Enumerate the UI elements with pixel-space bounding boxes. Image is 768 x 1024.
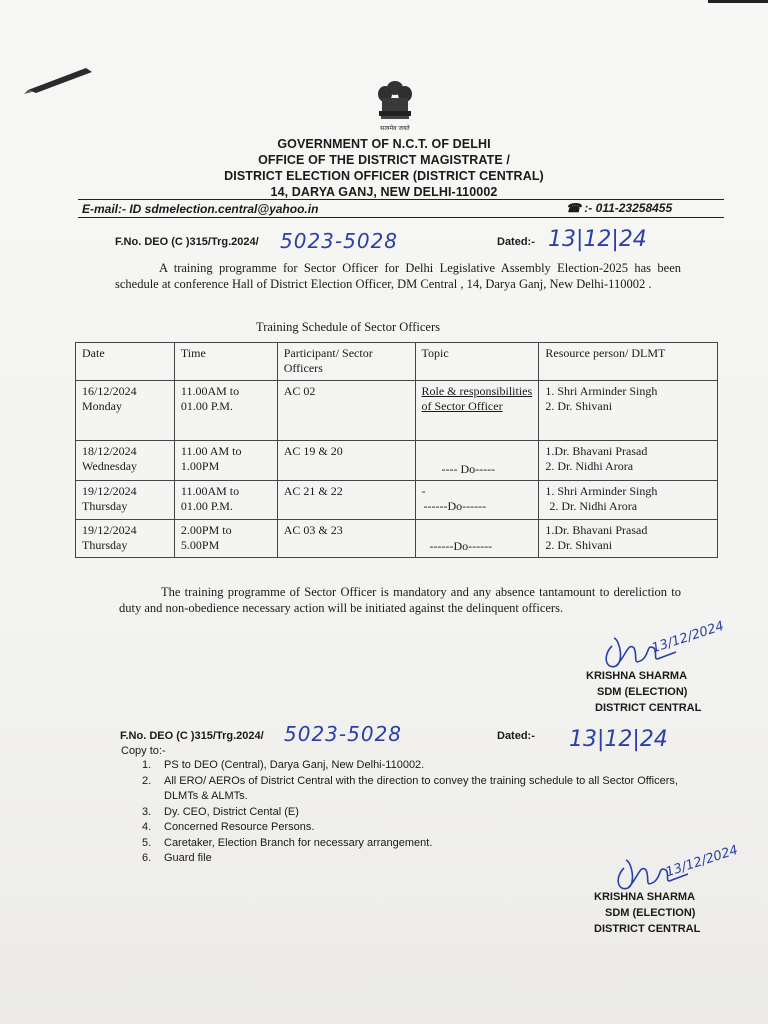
signature-date-handwritten: 13/12/2024 <box>664 842 740 881</box>
signature-block <box>592 889 700 937</box>
person-2: 2. Dr. Nidhi Arora <box>545 459 634 473</box>
person-2: 2. Dr. Nidhi Arora <box>549 499 638 513</box>
day-text: Wednesday <box>82 459 138 473</box>
signatory-name: KRISHNA SHARMA <box>594 891 696 903</box>
signatory-designation: SDM (ELECTION) <box>597 686 688 698</box>
schedule-title: Training Schedule of Sector Officers <box>256 320 440 334</box>
topic-prefix: - <box>421 484 426 498</box>
cell-topic <box>415 381 539 441</box>
table-row <box>76 381 718 441</box>
copy-file-number-handwritten: 5023-5028 <box>284 722 403 746</box>
cell-participants: AC 03 & 23 <box>277 520 415 558</box>
copy-date-handwritten: 13|12|24 <box>569 727 668 752</box>
cell-time <box>174 441 277 481</box>
header-office: OFFICE OF THE DISTRICT MAGISTRATE / <box>258 153 510 167</box>
header-phone-wrap <box>566 201 672 215</box>
time-start: 11.00AM to <box>180 384 240 398</box>
copy-file-number-label: F.No. DEO (C )315/Trg.2024/ <box>120 730 264 742</box>
header-address: 14, DARYA GANJ, NEW DELHI-110002 <box>270 185 498 199</box>
cell-time <box>174 381 277 441</box>
date-text: 19/12/2024 <box>82 484 137 498</box>
day-text: Thursday <box>82 499 128 513</box>
header-rule-top <box>78 199 724 200</box>
header-email: E-mail:- ID sdmelection.central@yahoo.in <box>82 202 319 216</box>
list-item: 4. Concerned Resource Persons. <box>142 821 315 833</box>
list-item: 1. PS to DEO (Central), Darya Ganj, New Delhi-110002. <box>142 759 425 771</box>
date-text: 18/12/2024 <box>82 444 137 458</box>
cell-time <box>174 481 277 520</box>
cell-date <box>76 520 175 558</box>
header-rule-bottom <box>78 217 724 218</box>
time-end: 5.00PM <box>180 538 220 552</box>
time-start: 11.00AM to <box>180 484 240 498</box>
file-number-handwritten: 5023-5028 <box>280 229 399 253</box>
telephone-icon: ☎ <box>566 201 581 215</box>
copy-item-text: All ERO/ AEROs of District Central with the direction to convey the training schedule to all Sector Officers, DLMTs & ALMTs. <box>164 774 678 802</box>
person-2: 2. Dr. Shivani <box>545 538 613 552</box>
time-end: 01.00 P.M. <box>180 499 233 513</box>
header-topic: Topic <box>415 343 539 381</box>
cell-participants: AC 21 & 22 <box>277 481 415 520</box>
header-resource-person: Resource person/ DLMT <box>539 343 718 381</box>
cell-resource-person <box>539 441 718 481</box>
dated-label: Dated:- <box>497 236 535 248</box>
cell-participants: AC 02 <box>277 381 415 441</box>
closing-paragraph: The training programme of Sector Officer is mandatory and any absence tantamount to dereliction to duty and non-obedience necessary action will be initiated against the delinquent officers. <box>119 585 681 615</box>
person-2: 2. Dr. Shivani <box>545 399 613 413</box>
time-end: 01.00 P.M. <box>180 399 233 413</box>
table-row <box>76 441 718 481</box>
table-row <box>76 481 718 520</box>
copy-item-text: Caretaker, Election Branch for necessary arrangement. <box>164 836 433 849</box>
header-date: Date <box>76 343 175 381</box>
cell-date <box>76 481 175 520</box>
topic-text: Role & responsibilities of Sector Officer <box>421 384 533 413</box>
cell-date <box>76 381 175 441</box>
person-1: 1.Dr. Bhavani Prasad <box>545 444 648 458</box>
cell-topic: ------Do------ <box>415 520 539 558</box>
cell-participants: AC 19 & 20 <box>277 441 415 481</box>
signature-block <box>584 668 701 716</box>
cell-time <box>174 520 277 558</box>
list-item: 5. Caretaker, Election Branch for necessary arrangement. <box>142 836 433 849</box>
schedule-table <box>75 342 718 558</box>
cell-date <box>76 441 175 481</box>
signatory-office: DISTRICT CENTRAL <box>594 923 701 935</box>
cell-resource-person <box>539 520 718 558</box>
edge-mark <box>708 0 768 3</box>
intro-paragraph: A training programme for Sector Officer for Delhi Legislative Assembly Election-2025 has been schedule at conference Hall of District Election Officer, DM Central , 14, Darya Ganj, New Delhi-110002 . <box>115 261 681 291</box>
header-government: GOVERNMENT OF N.C.T. OF DELHI <box>277 137 491 151</box>
topic-text: ------Do------ <box>423 499 487 513</box>
time-end: 1.00PM <box>180 459 220 473</box>
pen-mark-image <box>24 62 96 96</box>
person-1: 1.Dr. Bhavani Prasad <box>545 523 648 537</box>
header-participants: Participant/ Sector Officers <box>277 343 415 381</box>
table-row <box>76 520 718 558</box>
person-1: 1. Shri Arminder Singh <box>545 484 658 498</box>
signature-date-handwritten: 13/12/2024 <box>650 618 726 657</box>
copy-to-label: Copy to:- <box>121 745 166 757</box>
copy-item-text: Guard file <box>164 852 212 864</box>
date-handwritten: 13|12|24 <box>548 227 647 252</box>
header-phone: :- 011-23258455 <box>584 201 673 215</box>
day-text: Thursday <box>82 538 128 552</box>
cell-resource-person <box>539 481 718 520</box>
day-text: Monday <box>82 399 122 413</box>
copy-item-text: Dy. CEO, District Cental (E) <box>164 805 299 818</box>
emblem-motto: सत्यमेव जयते <box>380 125 410 132</box>
file-number-label: F.No. DEO (C )315/Trg.2024/ <box>115 236 259 248</box>
signatory-designation: SDM (ELECTION) <box>605 907 696 919</box>
cell-topic <box>415 481 539 520</box>
person-1: 1. Shri Arminder Singh <box>545 384 658 398</box>
time-start: 2.00PM to <box>180 523 232 537</box>
cell-topic: ---- Do----- <box>415 441 539 481</box>
list-item: 3. Dy. CEO, District Cental (E) <box>142 805 299 818</box>
date-text: 16/12/2024 <box>82 384 137 398</box>
copy-dated-label: Dated:- <box>497 730 535 742</box>
table-header-row <box>76 343 718 381</box>
time-start: 11.00 AM to <box>180 444 242 458</box>
cell-resource-person <box>539 381 718 441</box>
list-item: 6. Guard file <box>142 852 212 864</box>
header-deo: DISTRICT ELECTION OFFICER (DISTRICT CENTRAL) <box>224 169 544 183</box>
date-text: 19/12/2024 <box>82 523 137 537</box>
header-time: Time <box>174 343 277 381</box>
copy-item-text: PS to DEO (Central), Darya Ganj, New Delhi-110002. <box>164 759 425 771</box>
list-item: 2. All ERO/ AEROs of District Central with the direction to convey the training schedule to all Sector Officers, DLMTs & ALMTs. <box>142 774 678 802</box>
copy-item-text: Concerned Resource Persons. <box>164 821 315 833</box>
signatory-name: KRISHNA SHARMA <box>586 670 688 682</box>
signatory-office: DISTRICT CENTRAL <box>595 702 702 714</box>
